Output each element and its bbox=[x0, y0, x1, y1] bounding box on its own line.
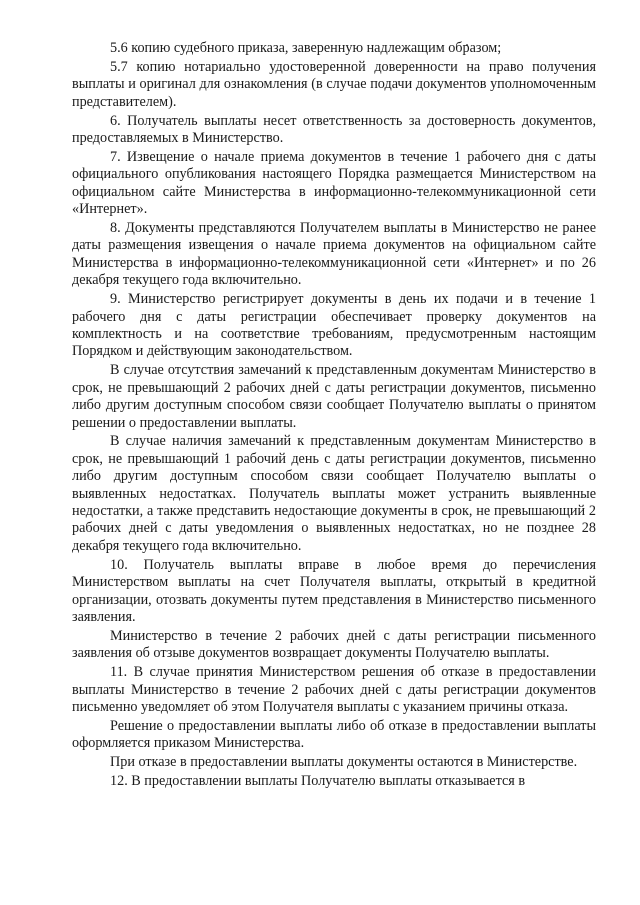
document-body bbox=[72, 40, 596, 791]
paragraph-11: 11. В случае принятия Министерством решения об отказе в предоставлении выплаты Министерство в течение 2 рабочих дней с даты регистрации документов письменно уведомляет об этом Получателя выплаты с указанием причины отказа. bbox=[72, 664, 596, 716]
paragraph-11-decision: Решение о предоставлении выплаты либо об отказе в предоставлении выплаты оформляется приказом Министерства. bbox=[72, 717, 596, 752]
paragraph-5-6: 5.6 копию судебного приказа, заверенную надлежащим образом; bbox=[110, 40, 502, 56]
paragraph-9: 9. Министерство регистрирует документы в день их подачи и в течение 1 рабочего дня с даты регистрации обеспечивает проверку документов на комплектность и на соответствие требованиям, предусмотренным настоящим Порядком и действующим законодательством. bbox=[72, 291, 596, 360]
paragraph-9-no-remarks: В случае отсутствия замечаний к представленным документам Министерство в срок, не превышающий 2 рабочих дней с даты регистрации документов, письменно либо другим доступным способом связи сообщает Получателю выплаты о принятом решении о предоставлении выплаты. bbox=[72, 362, 596, 431]
paragraph-5-7: 5.7 копию нотариально удостоверенной доверенности на право получения выплаты и оригинал для ознакомления (в случае подачи документов уполномоченным представителем). bbox=[72, 58, 596, 110]
paragraph-6: 6. Получатель выплаты несет ответственность за достоверность документов, предоставляемых в Министерство. bbox=[72, 112, 596, 147]
paragraph-10-return: Министерство в течение 2 рабочих дней с даты регистрации письменного заявления об отзыве документов возвращает документы Получателю выплаты. bbox=[72, 627, 596, 662]
paragraph-7: 7. Извещение о начале приема документов в течение 1 рабочего дня с даты официального опубликования настоящего Порядка размещается Министерством на официальном сайте Министерства в информационно-телекоммуникационной сети «Интернет». bbox=[72, 148, 596, 218]
paragraph-8: 8. Документы представляются Получателем выплаты в Министерство не ранее даты размещения извещения о начале приема документов на официальном сайте Министерства в информационно-телекоммуникационной сети «Интернет» и по 26 декабря текущего года включительно. bbox=[72, 220, 596, 289]
paragraph-11-documents: При отказе в предоставлении выплаты документы остаются в Министерстве. bbox=[110, 754, 578, 771]
paragraph-10: 10. Получатель выплаты вправе в любое время до перечисления Министерством выплаты на счет Получателя выплаты, открытый в кредитной организации, отозвать документы путем представления в Министерство письменного заявления. bbox=[72, 556, 596, 625]
paragraph-9-remarks: В случае наличия замечаний к представленным документам Министерство в срок, не превышающий 1 рабочий день с даты регистрации документов, письменно либо другим доступным способом связи сообщает Получателю выплаты о выявленных недостатках. Получатель выплаты может устранить выявленные недостатки, а также представить недостающие документы в срок, не превышающий 2 рабочих дней с даты уведомления о выявленных недостатках, но не позднее 28 декабря текущего года включительно. bbox=[72, 433, 596, 554]
paragraph-12: 12. В предоставлении выплаты Получателю выплаты отказывается в bbox=[110, 773, 526, 790]
